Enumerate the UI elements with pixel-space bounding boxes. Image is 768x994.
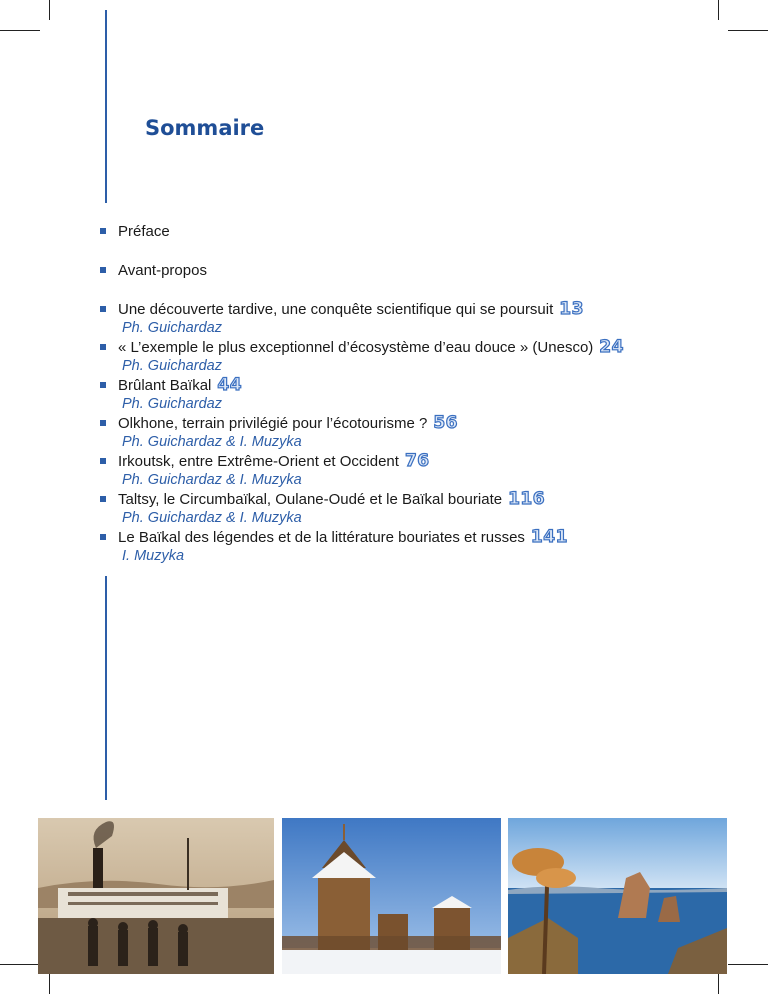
crop-mark: [718, 974, 719, 994]
page-title: Sommaire: [145, 116, 265, 140]
bullet-icon: [100, 496, 106, 502]
toc-label: Olkhone, terrain privilégié pour l’écotourisme ?: [118, 415, 428, 432]
toc-item[interactable]: [100, 528, 700, 566]
toc-item[interactable]: [100, 261, 700, 280]
toc-item[interactable]: [100, 490, 700, 528]
toc-item[interactable]: [100, 338, 700, 376]
toc-page-number: 116: [508, 489, 546, 509]
bullet-icon: [100, 458, 106, 464]
vertical-rule-bottom: [105, 576, 107, 800]
toc-page-number: 24: [599, 337, 624, 357]
toc-label: Le Baïkal des légendes et de la littérature bouriates et russes: [118, 529, 525, 546]
toc-item[interactable]: [100, 222, 700, 241]
toc-author: Ph. Guichardaz: [122, 396, 222, 412]
toc-label: Brûlant Baïkal: [118, 377, 212, 394]
toc-label: Irkoutsk, entre Extrême-Orient et Occident: [118, 453, 399, 470]
toc-label: Une découverte tardive, une conquête scientifique qui se poursuit: [118, 301, 554, 318]
toc-page-number: 56: [433, 413, 458, 433]
toc-item[interactable]: [100, 300, 700, 338]
photo-strip: [38, 818, 727, 974]
toc-label: Préface: [118, 223, 170, 240]
toc-item[interactable]: [100, 376, 700, 414]
toc-author: Ph. Guichardaz & I. Muzyka: [122, 472, 302, 488]
vertical-rule-top: [105, 10, 107, 203]
crop-mark: [728, 30, 768, 31]
table-of-contents: [100, 222, 700, 566]
toc-label: « L’exemple le plus exceptionnel d’écosystème d’eau douce » (Unesco): [118, 339, 594, 356]
toc-item[interactable]: [100, 452, 700, 490]
crop-mark: [718, 0, 719, 20]
toc-page-number: 76: [404, 451, 430, 471]
bullet-icon: [100, 420, 106, 426]
bullet-icon: [100, 534, 106, 540]
bullet-icon: [100, 267, 106, 273]
bullet-icon: [100, 382, 106, 388]
wooden-tower-photo: [282, 818, 501, 974]
toc-author: Ph. Guichardaz: [122, 358, 222, 374]
steamship-photo: [38, 818, 274, 974]
crop-mark: [0, 964, 40, 965]
toc-author: I. Muzyka: [122, 548, 185, 564]
toc-item[interactable]: [100, 414, 700, 452]
toc-label: Avant-propos: [118, 262, 207, 279]
toc-page-number: 44: [217, 375, 243, 395]
toc-label: Taltsy, le Circumbaïkal, Oulane-Oudé et le Baïkal bouriate: [118, 491, 503, 508]
toc-page-number: 141: [530, 527, 568, 547]
bullet-icon: [100, 344, 106, 350]
toc-author: Ph. Guichardaz & I. Muzyka: [122, 434, 302, 450]
bullet-icon: [100, 228, 106, 234]
toc-page-number: 13: [559, 299, 584, 319]
toc-author: Ph. Guichardaz: [122, 320, 222, 336]
crop-mark: [728, 964, 768, 965]
baikal-lake-photo: [508, 818, 727, 974]
crop-mark: [49, 0, 50, 20]
toc-author: Ph. Guichardaz & I. Muzyka: [122, 510, 302, 526]
bullet-icon: [100, 306, 106, 312]
crop-mark: [0, 30, 40, 31]
crop-mark: [49, 974, 50, 994]
